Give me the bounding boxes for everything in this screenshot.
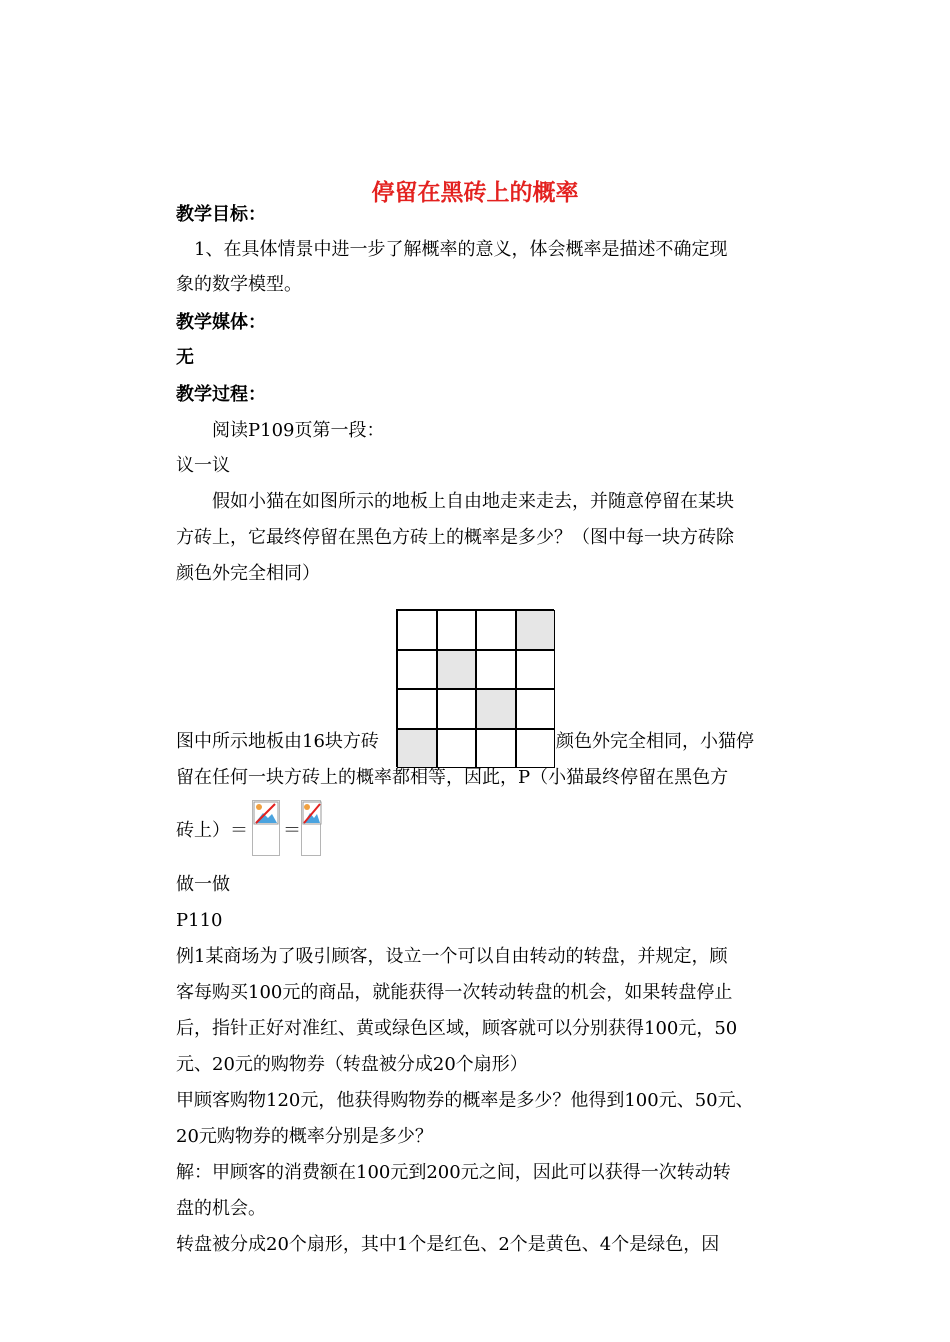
question-line-1: 假如小猫在如图所示的地板上自由地走来走去，并随意停留在某块 <box>212 491 734 512</box>
tile-3-1 <box>437 729 477 769</box>
goal-line-2: 象的数学模型。 <box>176 274 302 295</box>
fraction-image-icon-2 <box>301 800 321 856</box>
tile-1-3 <box>516 650 556 690</box>
fraction-image-icon <box>252 800 280 856</box>
solution-line-3: 转盘被分成20个扇形，其中1个是红色、2个是黄色、4个是绿色，因 <box>176 1234 720 1255</box>
solution-line-1: 解：甲顾客的消费额在100元到200元之间，因此可以获得一次转动转 <box>176 1162 731 1183</box>
tile-0-0 <box>397 610 437 650</box>
do-heading: 做一做 <box>176 874 230 895</box>
question2-line-2: 20元购物券的概率分别是多少？ <box>176 1126 433 1147</box>
process-heading: 教学过程： <box>176 384 266 405</box>
example-line-3: 后，指针正好对准红、黄或绿色区域，顾客就可以分别获得100元，50 <box>176 1018 738 1039</box>
tile-3-3 <box>516 729 556 769</box>
explain-line-2: 留在任何一块方砖上的概率都相等，因此，P（小猫最终停留在黑色方 <box>176 767 729 788</box>
tile-2-1 <box>437 689 477 729</box>
goal-heading: 教学目标： <box>176 204 266 225</box>
page-ref: P110 <box>176 910 223 931</box>
tile-2-2-dark <box>476 689 516 729</box>
example-line-4: 元、20元的购物券（转盘被分成20个扇形） <box>176 1054 528 1075</box>
page-title: 停留在黑砖上的概率 <box>371 180 579 206</box>
tile-1-0 <box>397 650 437 690</box>
goal-line-1: 1、在具体情景中进一步了解概率的意义，体会概率是描述不确定现 <box>194 239 728 260</box>
tile-3-2 <box>476 729 516 769</box>
read-line: 阅读P109页第一段： <box>212 420 385 441</box>
tile-3-0-dark <box>397 729 437 769</box>
explain-line-3: 砖上）＝ <box>176 820 248 841</box>
explain-line-1-right: 颜色外完全相同，小猫停 <box>556 731 754 752</box>
tile-0-1 <box>437 610 477 650</box>
question-line-3: 颜色外完全相同） <box>176 563 320 584</box>
explain-line-1-left: 图中所示地板由16块方砖 <box>176 731 379 752</box>
media-value: 无 <box>176 347 194 368</box>
example-line-1: 例1某商场为了吸引顾客，设立一个可以自由转动的转盘，并规定，顾 <box>176 946 728 967</box>
broken-image-icon-2 <box>302 801 322 825</box>
tile-grid <box>396 609 554 767</box>
tile-0-2 <box>476 610 516 650</box>
example-line-2: 客每购买100元的商品，就能获得一次转动转盘的机会，如果转盘停止 <box>176 982 733 1003</box>
tile-0-3-dark <box>516 610 556 650</box>
tile-1-2 <box>476 650 516 690</box>
question2-line-1: 甲顾客购物120元，他获得购物券的概率是多少？他得到100元、50元、 <box>176 1090 754 1111</box>
tile-2-0 <box>397 689 437 729</box>
broken-image-icon <box>253 801 279 825</box>
tile-2-3 <box>516 689 556 729</box>
media-heading: 教学媒体： <box>176 312 266 333</box>
solution-line-2: 盘的机会。 <box>176 1198 266 1219</box>
equals-sign: ＝ <box>283 820 301 841</box>
tile-1-1-dark <box>437 650 477 690</box>
discuss-heading: 议一议 <box>176 455 230 476</box>
question-line-2: 方砖上，它最终停留在黑色方砖上的概率是多少？（图中每一块方砖除 <box>176 527 734 548</box>
